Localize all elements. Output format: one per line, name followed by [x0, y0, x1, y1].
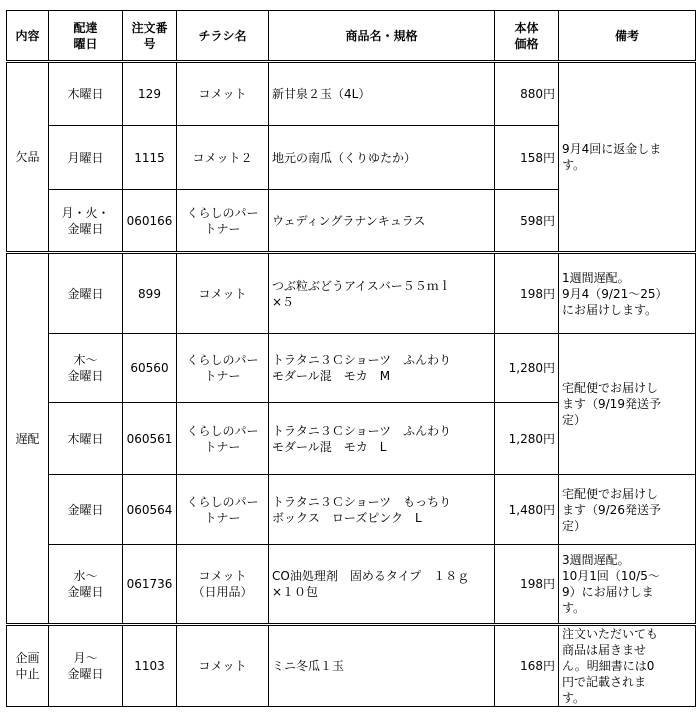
product-cell: 地元の南瓜（くりゆたか）	[269, 126, 495, 190]
header-order-no: 注文番 号	[123, 11, 177, 62]
remarks-cell: 宅配便でお届けし ます（9/26発送予 定）	[559, 475, 696, 545]
header-flyer: チラシ名	[177, 11, 269, 62]
flyer-cell: コメット２	[177, 126, 269, 190]
order-no-cell: 060561	[123, 403, 177, 475]
day-cell: 金曜日	[49, 253, 123, 334]
header-price: 本体 価格	[495, 11, 559, 62]
category-cell: 欠品	[7, 62, 49, 253]
day-cell: 木～ 金曜日	[49, 334, 123, 403]
flyer-cell: くらしのパー トナー	[177, 334, 269, 403]
remarks-cell: 宅配便でお届けし ます（9/19発送予 定）	[559, 334, 696, 475]
product-cell: つぶ粒ぶどうアイスバー５５ｍｌ ×５	[269, 253, 495, 334]
header-day: 配達 曜日	[49, 11, 123, 62]
remarks-cell: 1週間遅配。 9月4（9/21～25） にお届けします。	[559, 253, 696, 334]
order-no-cell: 1115	[123, 126, 177, 190]
day-cell: 金曜日	[49, 475, 123, 545]
day-cell: 水～ 金曜日	[49, 545, 123, 625]
price-cell: 168円	[495, 625, 559, 707]
category-cell: 企画 中止	[7, 625, 49, 707]
product-cell: トラタニ３Ｃショーツ ふんわり モダール混 モカ L	[269, 403, 495, 475]
product-cell: CO油処理剤 固めるタイプ １８ｇ ×１０包	[269, 545, 495, 625]
day-cell: 木曜日	[49, 62, 123, 126]
remarks-cell: 3週間遅配。 10月1回（10/5～ 9）にお届けしま す。	[559, 545, 696, 625]
table-row	[7, 334, 696, 403]
table-row	[7, 253, 696, 334]
flyer-cell: くらしのパー トナー	[177, 403, 269, 475]
order-no-cell: 060564	[123, 475, 177, 545]
product-cell: トラタニ３Ｃショーツ もっちり ボックス ローズピンク L	[269, 475, 495, 545]
day-cell: 木曜日	[49, 403, 123, 475]
price-cell: 198円	[495, 253, 559, 334]
price-cell: 1,280円	[495, 334, 559, 403]
day-cell: 月・火・ 金曜日	[49, 190, 123, 253]
order-no-cell: 1103	[123, 625, 177, 707]
header-remarks: 備考	[559, 11, 696, 62]
product-cell: ミニ冬瓜１玉	[269, 625, 495, 707]
product-cell: トラタニ３Ｃショーツ ふんわり モダール混 モカ M	[269, 334, 495, 403]
category-cell: 遅配	[7, 253, 49, 625]
price-cell: 880円	[495, 62, 559, 126]
table-row	[7, 625, 696, 707]
order-no-cell: 899	[123, 253, 177, 334]
price-cell: 1,280円	[495, 403, 559, 475]
header-row	[7, 11, 696, 62]
order-no-cell: 129	[123, 62, 177, 126]
price-cell: 1,480円	[495, 475, 559, 545]
order-no-cell: 60560	[123, 334, 177, 403]
header-category: 内容	[7, 11, 49, 62]
flyer-cell: コメット	[177, 625, 269, 707]
price-cell: 598円	[495, 190, 559, 253]
flyer-cell: コメット	[177, 62, 269, 126]
flyer-cell: コメット （日用品）	[177, 545, 269, 625]
remarks-cell: 注文いただいても 商品は届きませ ん。明細書には0 円で記載されま す。	[559, 625, 696, 707]
flyer-cell: くらしのパー トナー	[177, 190, 269, 253]
day-cell: 月曜日	[49, 126, 123, 190]
order-no-cell: 060166	[123, 190, 177, 253]
product-cell: ウェディングラナンキュラス	[269, 190, 495, 253]
table-row	[7, 475, 696, 545]
day-cell: 月～ 金曜日	[49, 625, 123, 707]
table-row	[7, 62, 696, 126]
table-row	[7, 545, 696, 625]
price-cell: 158円	[495, 126, 559, 190]
header-product: 商品名・規格	[269, 11, 495, 62]
notice-table	[6, 10, 696, 707]
price-cell: 198円	[495, 545, 559, 625]
order-no-cell: 061736	[123, 545, 177, 625]
flyer-cell: コメット	[177, 253, 269, 334]
product-cell: 新甘泉２玉（4L）	[269, 62, 495, 126]
remarks-cell: 9月4回に返金しま す。	[559, 62, 696, 253]
flyer-cell: くらしのパー トナー	[177, 475, 269, 545]
